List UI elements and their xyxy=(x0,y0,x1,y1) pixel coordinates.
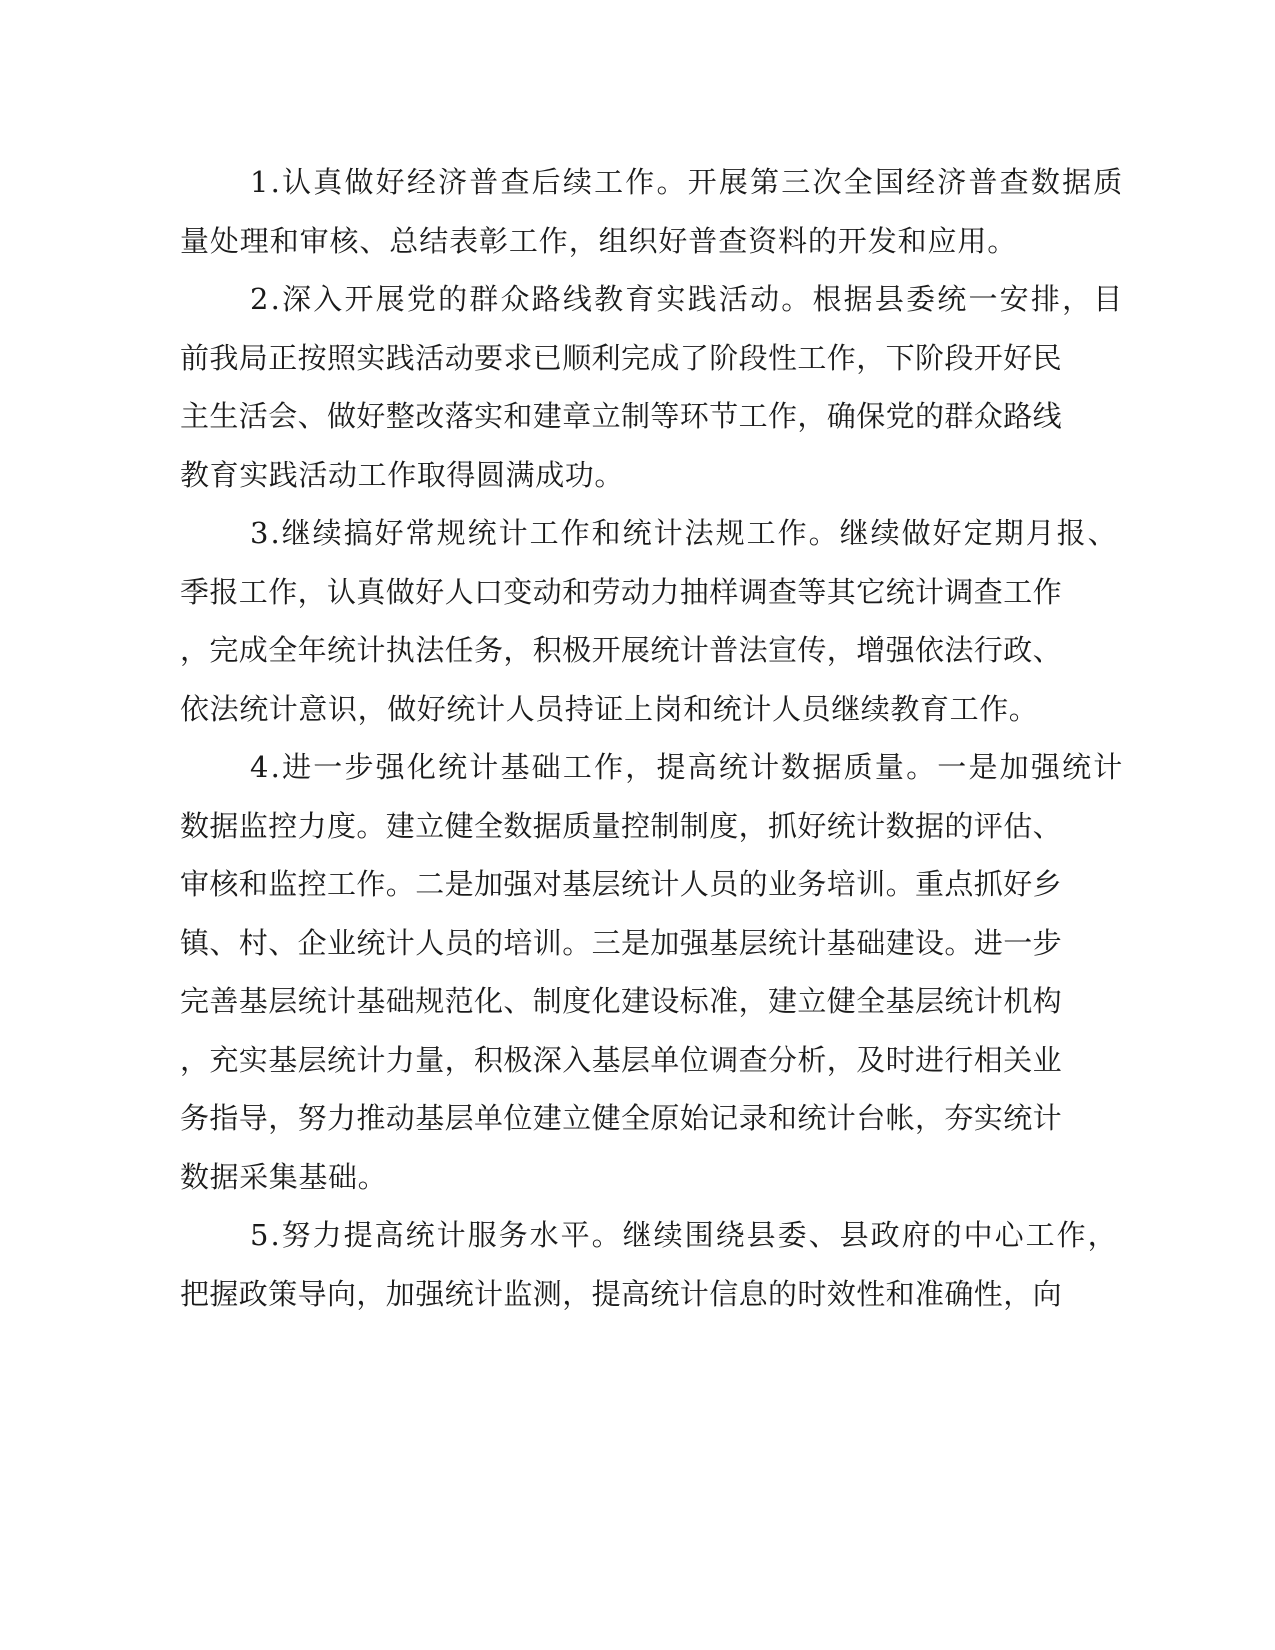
paragraph-3-line-2: 季报工作，认真做好人口变动和劳动力抽样调查等其它统计调查工作 xyxy=(180,575,1063,609)
paragraph-4-line-5: 完善基层统计基础规范化、制度化建设标准，建立健全基层统计机构 xyxy=(180,984,1063,1018)
paragraph-5-line-2: 把握政策导向，加强统计监测，提高统计信息的时效性和准确性，向 xyxy=(180,1277,1063,1311)
paragraph-2-line-2: 前我局正按照实践活动要求已顺利完成了阶段性工作，下阶段开好民 xyxy=(180,341,1063,375)
paragraph-1-line-1: 1.认真做好经济普查后续工作。开展第三次全国经济普查数据质 xyxy=(250,165,1125,199)
paragraph-2-line-4: 教育实践活动工作取得圆满成功。 xyxy=(180,458,625,492)
paragraph-4-line-3: 审核和监控工作。二是加强对基层统计人员的业务培训。重点抓好乡 xyxy=(180,867,1063,901)
paragraph-2-line-1: 2.深入开展党的群众路线教育实践活动。根据县委统一安排，目 xyxy=(250,282,1125,316)
paragraph-4-line-7: 务指导，努力推动基层单位建立健全原始记录和统计台帐，夯实统计 xyxy=(180,1101,1063,1135)
paragraph-1-line-2: 量处理和审核、总结表彰工作，组织好普查资料的开发和应用。 xyxy=(180,224,1018,258)
paragraph-3-line-1: 3.继续搞好常规统计工作和统计法规工作。继续做好定期月报、 xyxy=(250,516,1119,550)
paragraph-2-line-3: 主生活会、做好整改落实和建章立制等环节工作，确保党的群众路线 xyxy=(180,399,1063,433)
paragraph-3-line-3: ，完成全年统计执法任务，积极开展统计普法宣传，增强依法行政、 xyxy=(180,633,1063,667)
paragraph-4-line-4: 镇、村、企业统计人员的培训。三是加强基层统计基础建设。进一步 xyxy=(180,926,1063,960)
paragraph-4-line-8: 数据采集基础。 xyxy=(180,1160,388,1194)
paragraph-4-line-1: 4.进一步强化统计基础工作，提高统计数据质量。一是加强统计 xyxy=(250,750,1125,784)
paragraph-4-line-2: 数据监控力度。建立健全数据质量控制制度，抓好统计数据的评估、 xyxy=(180,809,1063,843)
paragraph-3-line-4: 依法统计意识，做好统计人员持证上岗和统计人员继续教育工作。 xyxy=(180,692,1039,726)
paragraph-4-line-6: ，充实基层统计力量，积极深入基层单位调查分析，及时进行相关业 xyxy=(180,1043,1063,1077)
paragraph-5-line-1: 5.努力提高统计服务水平。继续围绕县委、县政府的中心工作， xyxy=(250,1218,1119,1252)
